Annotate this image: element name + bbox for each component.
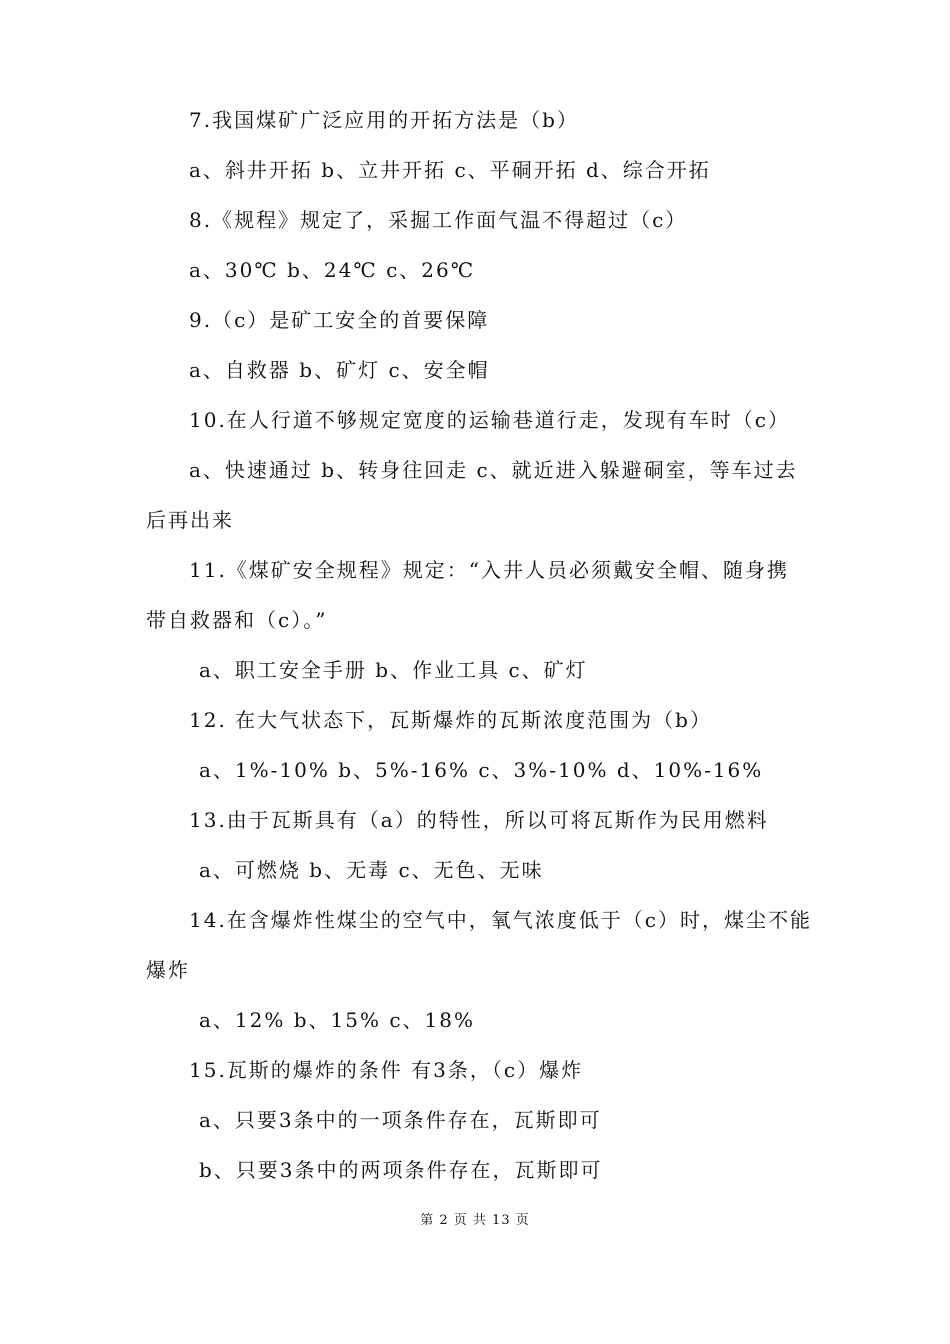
options-13: a、可燃烧 b、无毒 c、无色、无味 — [199, 858, 544, 882]
question-9: 9.（c）是矿工安全的首要保障 — [189, 308, 490, 332]
question-13: 13.由于瓦斯具有（a）的特性，所以可将瓦斯作为民用燃料 — [189, 808, 769, 832]
options-12: a、1%-10% b、5%-16% c、3%-10% d、10%-16% — [199, 758, 764, 782]
page-footer: 第 2 页 共 13 页 — [420, 1213, 530, 1228]
options-7: a、斜井开拓 b、立井开拓 c、平硐开拓 d、综合开拓 — [189, 158, 711, 182]
question-14: 14.在含爆炸性煤尘的空气中，氧气浓度低于（c）时，煤尘不能 — [189, 908, 813, 932]
options-11: a、职工安全手册 b、作业工具 c、矿灯 — [199, 658, 588, 682]
options-10: a、快速通过 b、转身往回走 c、就近进入躲避硐室，等车过去 — [189, 458, 798, 482]
question-12: 12. 在大气状态下，瓦斯爆炸的瓦斯浓度范围为（b） — [189, 708, 712, 732]
options-10-continued: 后再出来 — [146, 508, 234, 532]
question-11-continued: 带自救器和（c）。” — [146, 608, 328, 632]
options-14: a、12% b、15% c、18% — [199, 1008, 476, 1032]
question-15: 15.瓦斯的爆炸的条件 有3条，（c）爆炸 — [189, 1058, 584, 1082]
options-15-a: a、只要3条中的一项条件存在，瓦斯即可 — [199, 1108, 602, 1132]
question-11: 11.《煤矿安全规程》规定：“入井人员必须戴安全帽、随身携 — [189, 558, 790, 582]
question-10: 10.在人行道不够规定宽度的运输巷道行走，发现有车时（c） — [189, 408, 791, 432]
question-8: 8.《规程》规定了，采掘工作面气温不得超过（c） — [189, 208, 688, 232]
question-7: 7.我国煤矿广泛应用的开拓方法是（b） — [189, 108, 579, 132]
options-8: a、30℃ b、24℃ c、26℃ — [189, 258, 476, 282]
options-15-b: b、只要3条中的两项条件存在，瓦斯即可 — [199, 1158, 603, 1182]
question-14-continued: 爆炸 — [146, 958, 190, 982]
options-9: a、自救器 b、矿灯 c、安全帽 — [189, 358, 490, 382]
